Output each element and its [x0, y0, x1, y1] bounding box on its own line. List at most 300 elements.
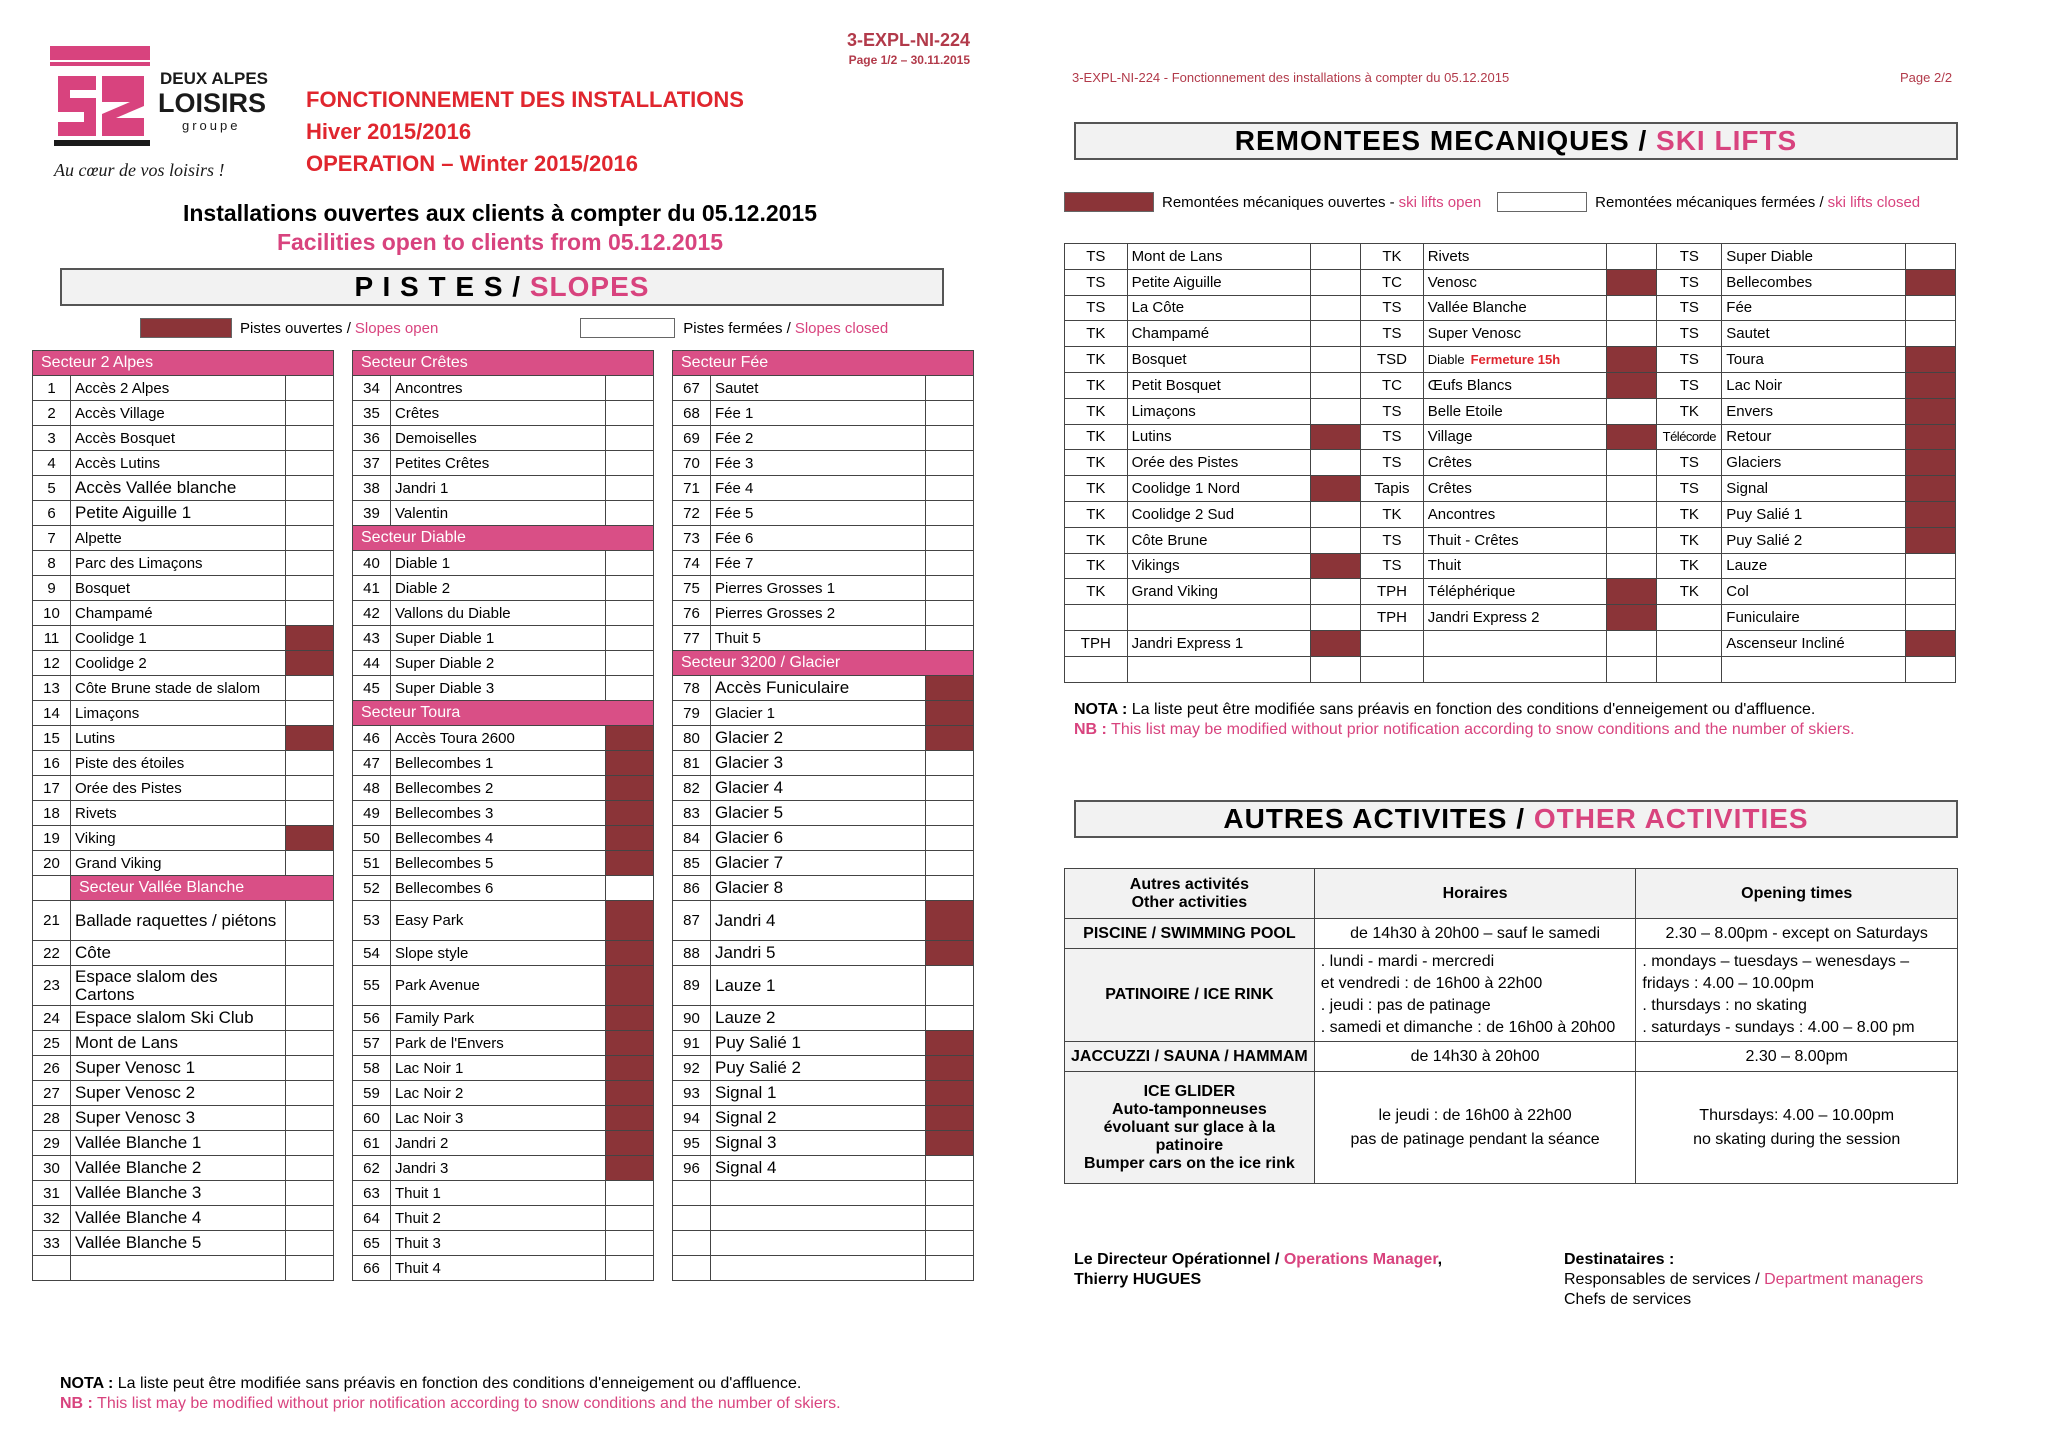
table-row [33, 551, 334, 576]
table-row [33, 601, 334, 626]
status-closed [926, 751, 974, 776]
slope-name: Fée 6 [711, 526, 926, 551]
lift-status-closed [1607, 398, 1657, 424]
slope-name: Jandri 2 [391, 1131, 606, 1156]
lift-name [1127, 372, 1311, 398]
status-closed [926, 1006, 974, 1031]
lift-status-closed [1311, 372, 1361, 398]
lift-name [1722, 656, 1906, 682]
activity-hours-en-line: . mondays – tuesdays – wenesdays – [1642, 953, 1910, 970]
status-open [606, 1156, 654, 1181]
slope-name: Thuit 1 [391, 1181, 606, 1206]
slope-name: Diable 1 [391, 551, 606, 576]
slope-number: 92 [673, 1056, 711, 1081]
slope-name: Mont de Lans [71, 1031, 286, 1056]
lift-name-text: Col [1726, 583, 1749, 601]
lift-status-open [1607, 424, 1657, 450]
slope-number: 57 [353, 1031, 391, 1056]
lift-name-text: Belle Etoile [1427, 402, 1503, 420]
slope-number: 96 [673, 1156, 711, 1181]
lift-name-text: Orée des Pistes [1131, 454, 1239, 472]
table-row [33, 676, 334, 701]
table-row [353, 626, 654, 651]
status-closed [926, 826, 974, 851]
activity-hours-fr [1314, 1042, 1636, 1072]
signature-title-fr: Le Directeur Opérationnel / [1074, 1251, 1280, 1268]
slope-number: 49 [353, 801, 391, 826]
lifts-nb-en: This list may be modified without prior notification according to snow conditions and the number of skiers. [1106, 721, 1855, 738]
lift-name [1722, 347, 1906, 373]
legend-open-fr: Pistes ouvertes / [240, 319, 351, 337]
table-row [33, 426, 334, 451]
lift-type: TS [1361, 553, 1424, 579]
lift-status-closed [1607, 450, 1657, 476]
sector-name: Secteur Fée [673, 351, 974, 376]
lift-type: TPH [1361, 579, 1424, 605]
table-row [33, 751, 334, 776]
slope-name: Coolidge 2 [71, 651, 286, 676]
lift-type [1657, 656, 1722, 682]
status-closed [926, 451, 974, 476]
lift-name [1722, 501, 1906, 527]
slope-name: Bellecombes 1 [391, 751, 606, 776]
activity-row [1065, 1072, 1958, 1184]
lift-name-text: Grand Viking [1131, 583, 1219, 601]
table-row [673, 876, 974, 901]
activity-hours-fr-line: . jeudi : pas de patinage [1320, 997, 1491, 1014]
lift-name [1127, 630, 1311, 656]
status-closed [926, 551, 974, 576]
table-row [353, 941, 654, 966]
status-closed [286, 576, 334, 601]
lift-status-open [1311, 424, 1361, 450]
table-row [33, 1081, 334, 1106]
lift-name-text: Puy Salié 1 [1726, 505, 1803, 523]
slope-number: 63 [353, 1181, 391, 1206]
status-open [286, 626, 334, 651]
table-row [353, 966, 654, 1006]
slope-name: Super Venosc 1 [71, 1056, 286, 1081]
slope-name: Super Diable 1 [391, 626, 606, 651]
lift-type [1361, 656, 1424, 682]
activity-row [1065, 949, 1958, 1042]
table-row [33, 851, 334, 876]
lifts-legend-open-en: ski lifts open [1398, 193, 1482, 211]
slope-name: Thuit 3 [391, 1231, 606, 1256]
lift-type: TS [1361, 424, 1424, 450]
lift-name-text: Crêtes [1427, 480, 1472, 498]
status-open [606, 751, 654, 776]
slope-number: 76 [673, 601, 711, 626]
slope-number: 52 [353, 876, 391, 901]
table-row [353, 401, 654, 426]
status-open [606, 826, 654, 851]
activity-name-line: JACCUZZI / SAUNA / HAMMAM [1071, 1047, 1308, 1065]
slope-number: 27 [33, 1081, 71, 1106]
lift-row [1065, 269, 1956, 295]
status-open [606, 726, 654, 751]
status-open [926, 1031, 974, 1056]
lift-row [1065, 450, 1956, 476]
slope-name: Family Park [391, 1006, 606, 1031]
slope-name: Fée 1 [711, 401, 926, 426]
slope-name: Super Venosc 3 [71, 1106, 286, 1131]
slope-name: Ancontres [391, 376, 606, 401]
slope-number: 44 [353, 651, 391, 676]
status-closed [286, 801, 334, 826]
slope-name: Park de l'Envers [391, 1031, 606, 1056]
lift-name-text: Mont de Lans [1131, 247, 1223, 265]
slope-name: Lac Noir 2 [391, 1081, 606, 1106]
slope-number: 85 [673, 851, 711, 876]
table-row [33, 1206, 334, 1231]
slope-name [711, 1231, 926, 1256]
lift-type: TK [1065, 424, 1128, 450]
slope-number: 65 [353, 1231, 391, 1256]
lifts-nota-fr: La liste peut être modifiée sans préavis en fonction des conditions d'enneigement ou d'affluence. [1127, 701, 1816, 718]
lift-name [1722, 527, 1906, 553]
table-row [673, 426, 974, 451]
lift-status-open [1905, 347, 1955, 373]
table-row [353, 476, 654, 501]
sector-row [353, 701, 654, 726]
status-closed [926, 401, 974, 426]
lift-name [1722, 295, 1906, 321]
table-row [353, 1231, 654, 1256]
slope-name: Accès Lutins [71, 451, 286, 476]
status-closed [926, 776, 974, 801]
slope-number: 82 [673, 776, 711, 801]
table-row [33, 776, 334, 801]
table-row [353, 726, 654, 751]
table-row [673, 1256, 974, 1281]
activity-hours-fr-line: et vendredi : de 16h00 à 22h00 [1320, 975, 1543, 992]
slope-number: 53 [353, 901, 391, 941]
slope-name: Signal 3 [711, 1131, 926, 1156]
lift-name-text: Limaçons [1131, 402, 1196, 420]
lift-status-closed [1905, 321, 1955, 347]
slope-number: 7 [33, 526, 71, 551]
slope-name: Lutins [71, 726, 286, 751]
slope-number: 56 [353, 1006, 391, 1031]
table-row [673, 1181, 974, 1206]
sector-row [673, 351, 974, 376]
lift-name-text: Bosquet [1131, 351, 1187, 369]
recipients-title: Destinataires : [1564, 1251, 1675, 1268]
status-closed [926, 966, 974, 1006]
status-open [606, 1031, 654, 1056]
status-closed [606, 401, 654, 426]
lift-name-text: Ascenseur Incliné [1726, 634, 1845, 652]
slope-name: Vallée Blanche 5 [71, 1231, 286, 1256]
lift-name [1423, 269, 1607, 295]
lift-status-closed [1311, 269, 1361, 295]
slope-name: Viking [71, 826, 286, 851]
slope-name: Signal 2 [711, 1106, 926, 1131]
slope-name: Thuit 4 [391, 1256, 606, 1281]
table-row [33, 901, 334, 941]
lift-name [1127, 269, 1311, 295]
status-closed [286, 851, 334, 876]
main-titles [306, 84, 744, 180]
table-row [673, 1131, 974, 1156]
slope-number [673, 1231, 711, 1256]
table-row [33, 651, 334, 676]
status-closed [606, 476, 654, 501]
lift-type [1657, 605, 1722, 631]
table-row [353, 676, 654, 701]
activity-hours-en-line: 2.30 – 8.00pm [1745, 1047, 1848, 1065]
sector-name: Secteur Vallée Blanche [71, 876, 334, 901]
slope-name: Bellecombes 4 [391, 826, 606, 851]
table-row [353, 501, 654, 526]
lift-type [1657, 630, 1722, 656]
status-closed [286, 401, 334, 426]
activities-header-en: Other activities [1131, 893, 1248, 911]
legend-open-en: Slopes open [354, 319, 439, 337]
slopes-nota [60, 1374, 841, 1414]
status-closed [606, 876, 654, 901]
lift-type: TK [1065, 579, 1128, 605]
sector-row [673, 651, 974, 676]
table-row [33, 401, 334, 426]
slope-number: 67 [673, 376, 711, 401]
status-closed [286, 1081, 334, 1106]
sector-name: Secteur Crêtes [353, 351, 654, 376]
status-open [926, 676, 974, 701]
lift-name [1127, 295, 1311, 321]
table-row [673, 626, 974, 651]
table-row [353, 1031, 654, 1056]
lift-type: Télécorde [1657, 424, 1722, 450]
nota-label: NOTA : [60, 1375, 114, 1392]
status-open [606, 851, 654, 876]
lift-name-text: Super Diable [1726, 247, 1814, 265]
lift-row [1065, 630, 1956, 656]
legend-closed-swatch [580, 318, 675, 338]
lift-row [1065, 656, 1956, 682]
status-closed [286, 676, 334, 701]
company-logo [48, 36, 278, 186]
table-row [353, 776, 654, 801]
lift-type: TS [1065, 244, 1128, 270]
lift-status-closed [1607, 295, 1657, 321]
slope-number: 36 [353, 426, 391, 451]
lift-status-open [1607, 605, 1657, 631]
slope-number: 33 [33, 1231, 71, 1256]
lift-status-closed [1311, 347, 1361, 373]
table-row [33, 801, 334, 826]
table-row [673, 726, 974, 751]
slope-number: 16 [33, 751, 71, 776]
table-row [673, 751, 974, 776]
table-row [353, 376, 654, 401]
lift-status-open [1607, 269, 1657, 295]
lift-name-text: Crêtes [1427, 454, 1472, 472]
slope-number: 75 [673, 576, 711, 601]
table-row [33, 576, 334, 601]
activity-name-line: Auto-tamponneuses [1112, 1100, 1267, 1118]
table-row [673, 1081, 974, 1106]
lift-status-closed [1905, 244, 1955, 270]
lift-name-text: Petit Bosquet [1131, 376, 1221, 394]
lift-name [1423, 244, 1607, 270]
slope-name: Accès 2 Alpes [71, 376, 286, 401]
lift-name [1127, 553, 1311, 579]
table-row [33, 1006, 334, 1031]
table-row [33, 1056, 334, 1081]
lift-name-text: Fée [1726, 299, 1753, 317]
lift-status-open [1607, 579, 1657, 605]
lift-type: TK [1065, 501, 1128, 527]
slope-name: Signal 4 [711, 1156, 926, 1181]
status-closed [926, 1256, 974, 1281]
legend-open-swatch [140, 318, 232, 338]
lift-name [1423, 527, 1607, 553]
activity-hours-fr [1314, 919, 1636, 949]
lift-name-text: Puy Salié 2 [1726, 531, 1803, 549]
lift-type [1065, 656, 1128, 682]
lift-status-open [1905, 398, 1955, 424]
slope-name: Petites Crêtes [391, 451, 606, 476]
table-row [353, 426, 654, 451]
slope-number: 74 [673, 551, 711, 576]
status-closed [606, 376, 654, 401]
status-closed [926, 526, 974, 551]
activity-name-line: Bumper cars on the ice rink [1084, 1154, 1295, 1172]
status-closed [926, 576, 974, 601]
activity-hours-en [1636, 949, 1958, 1042]
slope-number [673, 1256, 711, 1281]
status-closed [286, 901, 334, 941]
slope-number: 14 [33, 701, 71, 726]
lift-type: Tapis [1361, 476, 1424, 502]
lift-name [1127, 321, 1311, 347]
slope-name: Bellecombes 5 [391, 851, 606, 876]
slope-number: 68 [673, 401, 711, 426]
slope-name: Jandri 3 [391, 1156, 606, 1181]
slope-name [711, 1256, 926, 1281]
activity-row [1065, 919, 1958, 949]
slope-number: 43 [353, 626, 391, 651]
activities-table [1064, 868, 1958, 1184]
lift-type: TS [1361, 321, 1424, 347]
slope-number: 51 [353, 851, 391, 876]
lift-status-closed [1905, 553, 1955, 579]
lift-name-text: Lutins [1131, 428, 1172, 446]
lift-status-closed [1905, 295, 1955, 321]
activities-header-hours-en: Opening times [1636, 869, 1958, 919]
lift-status-open [1905, 450, 1955, 476]
logo-tagline: Au cœur de vos loisirs ! [54, 160, 225, 180]
slope-number: 41 [353, 576, 391, 601]
slope-number: 4 [33, 451, 71, 476]
slope-name: Glacier 1 [711, 701, 926, 726]
lift-type: TK [1657, 527, 1722, 553]
lift-name [1423, 424, 1607, 450]
status-open [606, 776, 654, 801]
status-open [606, 901, 654, 941]
slope-name: Accès Bosquet [71, 426, 286, 451]
status-closed [606, 501, 654, 526]
status-open [926, 941, 974, 966]
lifts-legend-open-fr: Remontées mécaniques ouvertes - [1162, 193, 1395, 211]
lift-name [1423, 450, 1607, 476]
slope-number: 89 [673, 966, 711, 1006]
lift-name [1722, 450, 1906, 476]
table-row [33, 1181, 334, 1206]
slope-number: 34 [353, 376, 391, 401]
slope-number: 95 [673, 1131, 711, 1156]
slope-name: Sautet [711, 376, 926, 401]
lift-name [1423, 372, 1607, 398]
lift-name-text: Lauze [1726, 557, 1768, 575]
activity-name [1065, 1072, 1315, 1184]
lift-name [1423, 347, 1607, 373]
slope-number: 22 [33, 941, 71, 966]
lift-status-closed [1607, 321, 1657, 347]
lift-name-text: Vallée Blanche [1427, 299, 1527, 317]
lift-status-open [1905, 269, 1955, 295]
lift-type: TK [1361, 244, 1424, 270]
status-closed [926, 476, 974, 501]
lift-status-open [1607, 372, 1657, 398]
lift-status-closed [1607, 476, 1657, 502]
lift-type: TS [1361, 398, 1424, 424]
slope-name: Demoiselles [391, 426, 606, 451]
table-row [33, 1031, 334, 1056]
slope-name: Fée 4 [711, 476, 926, 501]
activities-header-fr: Autres activités [1129, 875, 1249, 893]
slope-name: Fée 3 [711, 451, 926, 476]
slope-name: Pierres Grosses 2 [711, 601, 926, 626]
slope-number: 13 [33, 676, 71, 701]
lift-type [1065, 605, 1128, 631]
lift-name-text: Bellecombes [1726, 273, 1813, 291]
slopes-column-3 [672, 350, 974, 1281]
status-closed [286, 376, 334, 401]
lift-row [1065, 527, 1956, 553]
lift-status-closed [1311, 321, 1361, 347]
status-closed [286, 1031, 334, 1056]
lift-name-text: Œufs Blancs [1427, 376, 1512, 394]
lift-type: TPH [1065, 630, 1128, 656]
slope-number: 25 [33, 1031, 71, 1056]
lift-status-closed [1311, 501, 1361, 527]
slope-name: Glacier 7 [711, 851, 926, 876]
lift-status-closed [1905, 579, 1955, 605]
lift-row [1065, 398, 1956, 424]
title-line-2: Hiver 2015/2016 [306, 119, 472, 144]
slope-number: 70 [673, 451, 711, 476]
activity-hours-en [1636, 1042, 1958, 1072]
slope-number: 21 [33, 901, 71, 941]
page2-number: Page 2/2 [1900, 70, 1953, 85]
lift-row [1065, 347, 1956, 373]
slope-name: Jandri 1 [391, 476, 606, 501]
slope-name: Puy Salié 1 [711, 1031, 926, 1056]
status-closed [606, 1181, 654, 1206]
lift-name [1423, 630, 1607, 656]
table-row [353, 1206, 654, 1231]
intro-text [130, 200, 870, 256]
status-closed [926, 626, 974, 651]
activity-hours-en [1636, 919, 1958, 949]
sector-name: Secteur Diable [353, 526, 654, 551]
status-open [606, 941, 654, 966]
lift-name [1423, 579, 1607, 605]
slope-number: 55 [353, 966, 391, 1006]
